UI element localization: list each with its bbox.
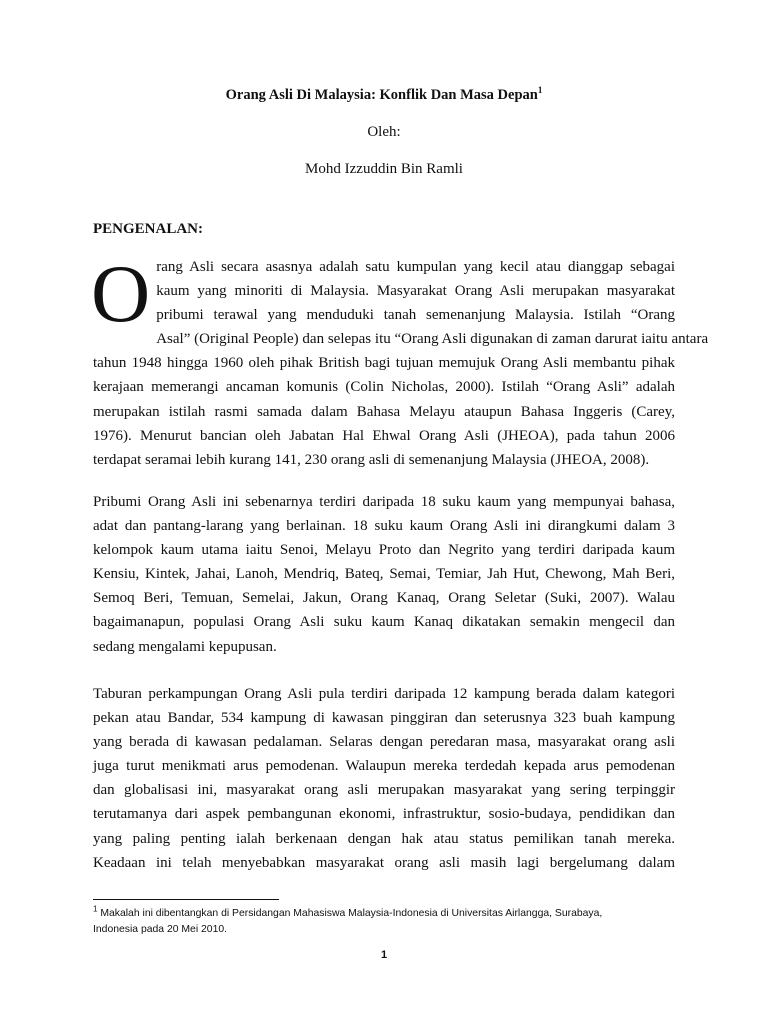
paragraph-line: terutamanya dari aspek pembangunan ekonomi, infrastruktur, sosio-budaya, pendidikan dan — [93, 806, 675, 823]
paragraph-line: Taburan perkampungan Orang Asli pula terdiri daripada 12 kampung berada dalam kategori — [93, 686, 675, 702]
document-title — [0, 85, 768, 105]
paragraph-line: pribumi terawal yang menduduki tanah semenanjung Malaysia. Istilah “Orang — [156, 307, 675, 324]
paragraph-line: dan globalisasi ini, masyarakat orang asli merupakan masyarakat yang sering terpinggir — [93, 782, 675, 799]
author-name: Mohd Izzuddin Bin Ramli — [305, 161, 463, 177]
footnote-line: Indonesia pada 20 Mei 2010. — [93, 924, 228, 935]
paragraph-line: juga turut menikmati arus pemodenan. Walaupun mereka terdedah kepada arus pemodenan — [93, 758, 675, 775]
paragraph-line: terdapat seramai lebih kurang 141, 230 orang asli di semenanjung Malaysia (JHEOA, 2008). — [93, 451, 650, 468]
paragraph-line: Asal” (Original People) dan selepas itu “Orang Asli digunakan di zaman darurat iaitu antara — [156, 331, 709, 348]
paragraph-3 — [93, 682, 675, 875]
paragraph-line: pekan atau Bandar, 534 kampung di kawasan pinggiran dan seterusnya 323 buah kampung — [93, 710, 675, 727]
paragraph-line: kaum yang minoriti di Malaysia. Masyarakat Orang Asli merupakan masyarakat — [156, 283, 675, 300]
title-footnote-mark[interactable]: 1 — [537, 85, 543, 96]
paragraph-line: sedang mengalami kepupusan. — [93, 638, 277, 655]
drop-cap: O — [91, 248, 151, 339]
paragraph-line: rang Asli secara asasnya adalah satu kumpulan yang kecil atau dianggap sebagai — [156, 259, 675, 275]
paragraph-line: merupakan istilah rasmi samada dalam Bahasa Melayu ataupun Bahasa Inggeris (Carey, — [93, 403, 675, 420]
paragraph-line: Semoq Beri, Temuan, Semelai, Jakun, Orang Kanaq, Orang Seletar (Suki, 2007). Walau — [93, 590, 675, 607]
title-text: Orang Asli Di Malaysia: Konflik Dan Masa Depan — [225, 87, 538, 103]
paragraph-line: kerajaan memerangi ancaman komunis (Colin Nicholas, 2000). Istilah “Orang Asli” adalah — [93, 379, 675, 396]
paragraph-line: 1976). Menurut bancian oleh Jabatan Hal Ehwal Orang Asli (JHEOA), pada tahun 2006 — [93, 427, 675, 444]
paragraph-line: yang paling penting ialah berkenaan dengan hak atau status pemilikan tanah mereka. — [93, 830, 675, 847]
paragraph-line: tahun 1948 hingga 1960 oleh pihak British bagi tujuan memujuk Orang Asli membantu pihak — [93, 355, 675, 372]
footnote-divider — [93, 899, 279, 900]
footnote-text: Makalah ini dibentangkan di Persidangan Mahasiswa Malaysia-Indonesia di Universitas Airlangga, Surabaya, — [100, 908, 603, 919]
footnote-line — [93, 906, 675, 922]
paragraph-line: adat dan pantang-larang yang berlainan. 18 suku kaum Orang Asli ini dirangkumi dalam 3 — [93, 518, 675, 535]
paragraph-line: yang berada di kawasan pedalaman. Selaras dengan peredaran masa, masyarakat orang asli — [93, 734, 675, 751]
paragraph-line: bagaimanapun, populasi Orang Asli suku kaum Kanaq dikatakan semakin mengecil dan — [93, 614, 675, 631]
byline-label: Oleh: — [367, 124, 401, 140]
paragraph-2 — [93, 490, 675, 659]
paragraph-line: Kensiu, Kintek, Jahai, Lanoh, Mendriq, Bateq, Semai, Temiar, Jah Hut, Chewong, Mah Beri, — [93, 566, 675, 583]
paragraph-line: kelompok kaum utama iaitu Senoi, Melayu Proto dan Negrito yang terdiri daripada kaum — [93, 542, 675, 559]
paragraph-line: Keadaan ini telah menyebabkan masyarakat orang asli masih lagi bergelumang dalam — [93, 854, 675, 871]
footnote-mark: 1 — [93, 904, 98, 914]
paragraph-1 — [91, 248, 709, 472]
page-number: 1 — [380, 949, 388, 961]
paragraph-line: Pribumi Orang Asli ini sebenarnya terdiri daripada 18 suku kaum yang mempunyai bahasa, — [93, 494, 675, 510]
footnote — [93, 906, 675, 938]
section-heading: PENGENALAN: — [93, 221, 204, 237]
